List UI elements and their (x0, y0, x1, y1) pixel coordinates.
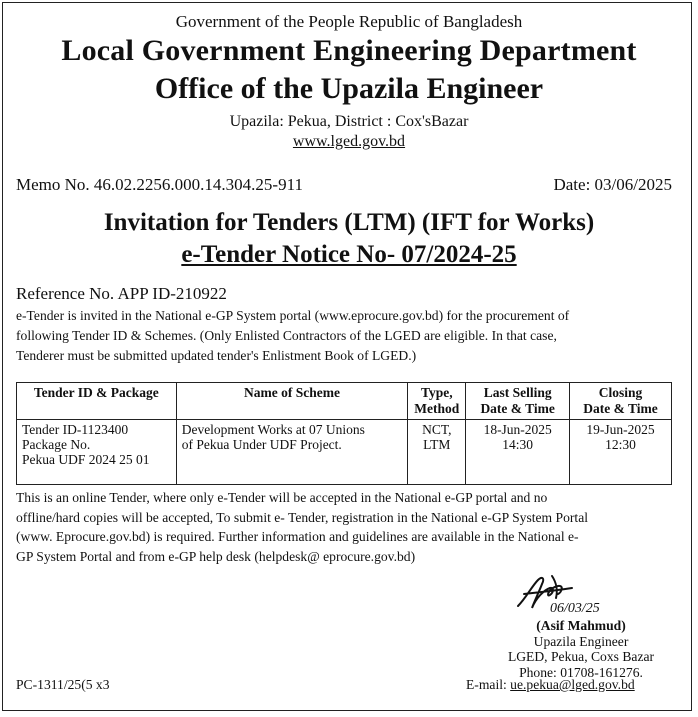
email-link[interactable]: ue.pekua@lged.gov.bd (510, 677, 635, 692)
tender-type: NCT, (422, 422, 452, 437)
cell-closing (570, 420, 672, 485)
col-header-package: Tender ID & Package (17, 383, 177, 420)
office-title: Office of the Upazila Engineer (154, 72, 544, 105)
selling-time: 14:30 (502, 437, 534, 452)
signature-date: 06/03/25 (550, 601, 600, 616)
scheme-line: of Pekua Under UDF Project. (181, 437, 342, 452)
tender-table (16, 382, 672, 485)
table-header-row (17, 383, 672, 420)
signatory-phone: Phone: 01708-161276. (519, 664, 643, 680)
memo-number: Memo No. 46.02.2256.000.14.304.25-911 (16, 175, 303, 194)
col-header-scheme: Name of Scheme (176, 383, 408, 420)
table-row (17, 420, 672, 485)
pc-code: PC-1311/25(5 x3 (16, 677, 110, 692)
package-number: Pekua UDF 2024 25 01 (22, 452, 150, 467)
closing-date: 19-Jun-2025 (586, 422, 655, 437)
col-header-type: Type, Method (408, 383, 466, 420)
paragraph-line: (www. Eprocure.gov.bd) is required. Further information and guidelines are available in the National e- (16, 529, 579, 544)
col-header-closing: Closing Date & Time (570, 383, 672, 420)
paragraph-line: This is an online Tender, where only e-Tender will be accepted in the National e-GP portal and no (16, 490, 548, 505)
paragraph-line: GP System Portal and from e-GP help desk (helpdesk@ eprocure.gov.bd) (16, 548, 416, 564)
intro-line: e-Tender is invited in the National e-GP System portal (www.eprocure.gov.bd) for the procurement of (16, 308, 570, 323)
cell-selling (466, 420, 570, 485)
website-link[interactable]: www.lged.gov.bd (292, 133, 406, 150)
intro-paragraph (16, 306, 672, 366)
signatory-office: LGED, Pekua, Coxs Bazar (507, 649, 655, 664)
signatory-block (452, 618, 698, 680)
signatory-email-row (466, 677, 635, 693)
handwritten-signature (512, 568, 642, 618)
cell-package (17, 420, 177, 485)
signatory-designation: Upazila Engineer (533, 633, 629, 649)
reference-number: Reference No. APP ID-210922 (16, 284, 227, 303)
office-address: Upazila: Pekua, District : Cox'sBazar (229, 113, 469, 130)
tender-title: Invitation for Tenders (LTM) (IFT for Works) (103, 209, 595, 236)
government-line: Government of the People Republic of Bangladesh (175, 12, 523, 31)
cell-scheme (176, 420, 408, 485)
cell-type (408, 420, 466, 485)
col-header-selling: Last Selling Date & Time (466, 383, 570, 420)
email-label: E-mail: (466, 677, 511, 692)
selling-date: 18-Jun-2025 (483, 422, 552, 437)
paragraph-line: offline/hard copies will be accepted, To submit e- Tender, registration in the National e-GP System Portal (16, 509, 588, 525)
closing-time: 12:30 (605, 437, 636, 452)
intro-line: Tenderer must be submitted updated tender's Enlistment Book of LGED.) (16, 348, 417, 363)
online-tender-paragraph (16, 488, 674, 566)
tender-method: LTM (423, 437, 451, 452)
memo-date: Date: 03/06/2025 (553, 175, 672, 194)
notice-number: e-Tender Notice No- 07/2024-25 (181, 241, 517, 268)
signatory-name: (Asif Mahmud) (536, 618, 626, 633)
tender-id: Tender ID-1123400 (22, 422, 129, 437)
department-title: Local Government Engineering Department (61, 34, 637, 67)
intro-line: following Tender ID & Schemes. (Only Enlisted Contractors of the LGED are eligible. In that case, (16, 328, 557, 343)
scheme-line: Development Works at 07 Unions (181, 422, 365, 437)
package-label: Package No. (22, 437, 91, 452)
